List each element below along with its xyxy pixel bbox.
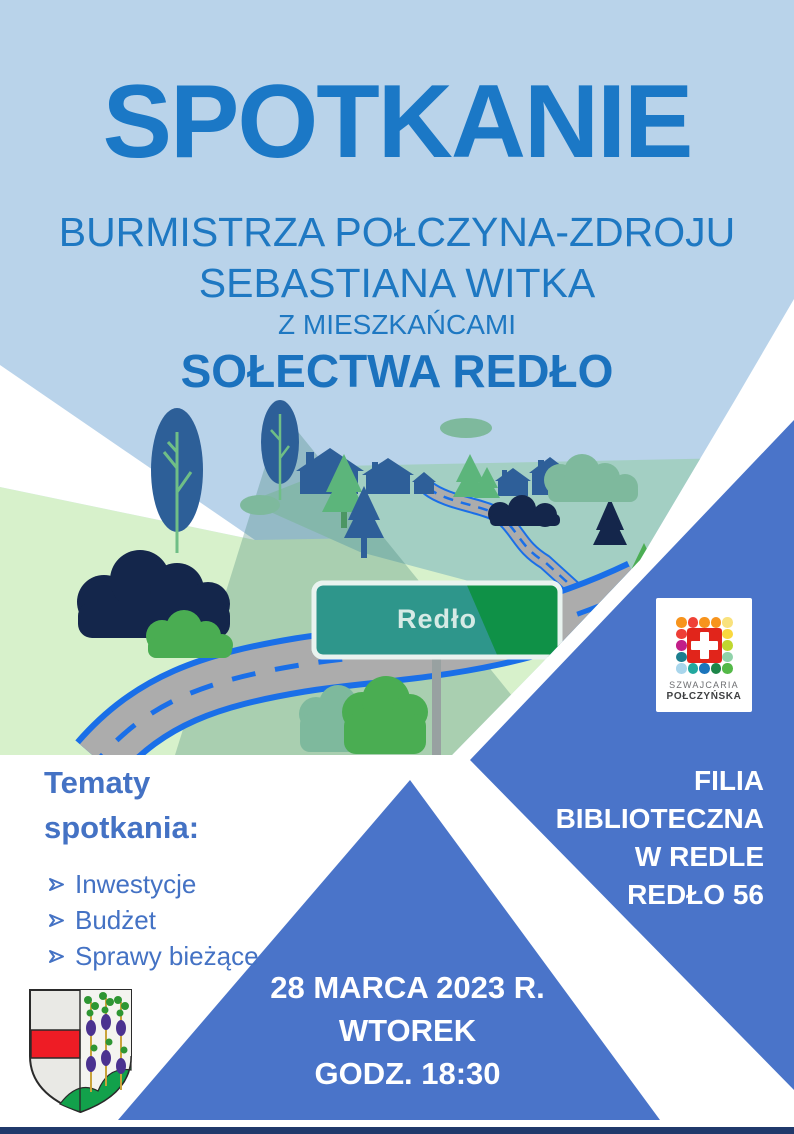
topic-item-label: Sprawy bieżące <box>75 941 259 971</box>
logo-dot-icon <box>676 640 687 651</box>
subtitle-line-4: SOŁECTWA REDŁO <box>180 345 614 397</box>
subtitle-line-2: SEBASTIANA WITKA <box>198 260 596 306</box>
topics-heading-line-1: Tematy <box>44 765 151 800</box>
schedule-time: GODZ. 18:30 <box>314 1056 501 1091</box>
poster-title: SPOTKANIE <box>102 64 692 180</box>
logo-dot-grid-icon <box>676 617 733 674</box>
bush-icon <box>240 495 280 515</box>
arrow-bullet-icon <box>48 912 65 929</box>
logo-dot-icon <box>722 652 733 663</box>
logo-dot-icon <box>676 663 687 674</box>
list-item <box>48 902 308 938</box>
logo-dot-icon <box>676 652 687 663</box>
logo-dot-icon <box>711 663 722 674</box>
schedule-day: WTOREK <box>338 1013 477 1048</box>
logo-dot-icon <box>676 617 687 628</box>
logo-dot-icon <box>676 629 687 640</box>
subtitle-line-1: BURMISTRZA POŁCZYNA-ZDROJU <box>58 209 736 255</box>
coat-of-arms <box>30 990 131 1112</box>
sign-post <box>432 652 441 755</box>
logo-dot-icon <box>688 617 699 628</box>
logo-dot-icon <box>722 640 733 651</box>
road-sign-label: Redło <box>396 604 477 634</box>
location-line: FILIA <box>694 765 764 796</box>
topics-list <box>48 866 308 974</box>
arrow-bullet-icon <box>48 876 65 893</box>
location-line: REDŁO 56 <box>627 879 764 910</box>
logo-dot-icon <box>722 617 733 628</box>
logo-text-line-2: POŁCZYŃSKA <box>666 691 742 702</box>
topics-heading-line-2: spotkania: <box>44 810 200 845</box>
topic-item-label: Inwestycje <box>75 869 197 899</box>
location-line: W REDLE <box>634 841 764 872</box>
list-item <box>48 866 308 902</box>
logo-dot-icon <box>699 663 710 674</box>
logo-dot-icon <box>699 617 710 628</box>
logo-dot-icon <box>711 617 722 628</box>
schedule-date: 28 MARCA 2023 R. <box>270 970 545 1005</box>
arrow-bullet-icon <box>48 948 65 965</box>
swiss-cross-icon <box>687 628 721 662</box>
location-line: BIBLIOTECZNA <box>555 803 764 834</box>
location-block <box>440 762 764 914</box>
topics-heading <box>44 760 304 850</box>
logo-dot-icon <box>722 629 733 640</box>
bottom-bar <box>0 1127 794 1134</box>
logo-text-line-1: SZWAJCARIA <box>669 680 739 690</box>
logo-dot-icon <box>688 663 699 674</box>
schedule-block <box>225 966 590 1095</box>
bush-icon <box>440 418 492 438</box>
subtitle-line-3: Z MIESZKAŃCAMI <box>277 309 516 340</box>
topic-item-label: Budżet <box>75 905 156 935</box>
logo-dot-icon <box>722 663 733 674</box>
szwajcaria-polczynska-logo <box>656 598 752 712</box>
